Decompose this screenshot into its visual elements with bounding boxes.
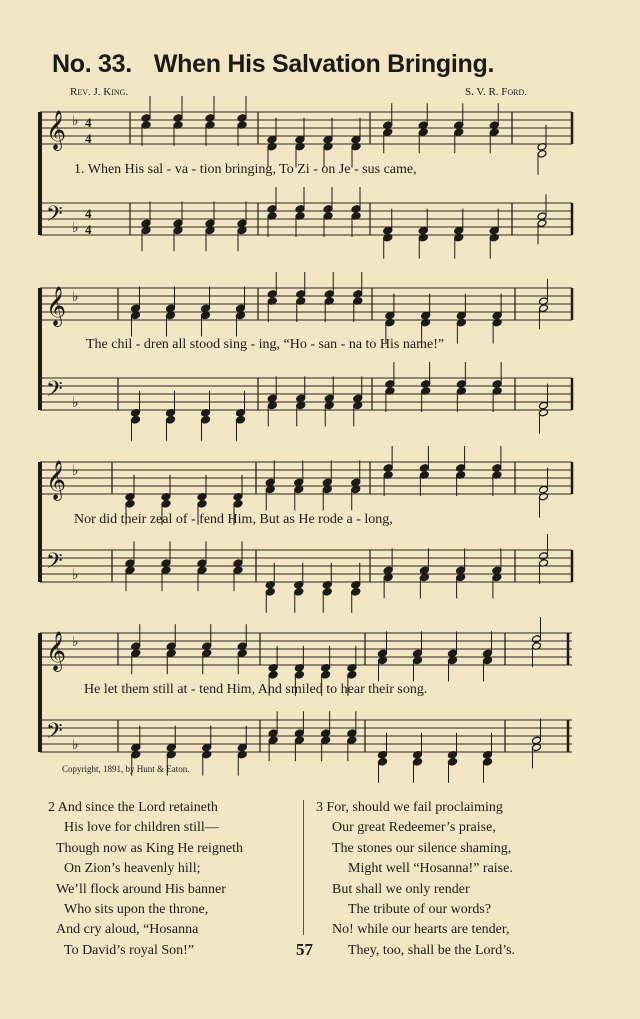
flat-sign-icon: ♭ [72, 737, 79, 753]
note-head [418, 226, 428, 235]
note-head [265, 588, 275, 597]
note-head [131, 304, 141, 313]
note-head [539, 401, 549, 410]
note-head [237, 219, 247, 228]
verse-2-line: We’ll flock around His banner [56, 881, 226, 897]
note-head [383, 128, 393, 137]
note-head [267, 394, 277, 403]
note-head [323, 205, 333, 214]
verse-2-line: Though now as King He reigneth [56, 840, 244, 856]
note-head [131, 416, 141, 425]
flat-sign-icon: ♭ [72, 634, 79, 650]
system-bracket [38, 462, 42, 582]
note-head [351, 135, 361, 144]
time-signature: 4 [85, 115, 92, 130]
copyright-notice: Copyright, 1891, by Hunt & Eaton. [62, 764, 190, 774]
note-head [237, 743, 247, 752]
flat-sign-icon: ♭ [72, 289, 79, 305]
verse-divider [303, 800, 304, 935]
note-head [141, 219, 151, 228]
system-bracket [38, 112, 42, 235]
note-head [413, 758, 423, 767]
verse-2-line: 2 And since the Lord retaineth [48, 800, 218, 815]
note-head [347, 736, 357, 745]
note-head [295, 205, 305, 214]
note-head [202, 649, 212, 658]
note-head [351, 478, 361, 487]
note-head [268, 736, 278, 745]
note-head [418, 128, 428, 137]
verse-3-line: The stones our silence shaming, [332, 840, 512, 856]
note-head [419, 464, 429, 473]
note-head [383, 226, 393, 235]
note-head [421, 311, 431, 320]
treble-clef-icon: 𝄞 [46, 460, 67, 500]
note-head [322, 478, 332, 487]
verse-2-line: And cry aloud, “Hosanna [56, 922, 199, 938]
note-head [492, 311, 502, 320]
time-signature: 4 [85, 206, 92, 221]
note-head [489, 226, 499, 235]
flat-sign-icon: ♭ [72, 113, 79, 129]
note-head [173, 114, 183, 123]
note-head [237, 114, 247, 123]
note-head [233, 500, 243, 509]
lyric-line-1: 1. When His sal - va - tion bringing, To Zi - on Je - sus came, [74, 162, 417, 177]
note-head [489, 128, 499, 137]
treble-clef-icon: 𝄞 [46, 631, 67, 671]
note-head [236, 304, 246, 313]
verse-3-line: 3 For, should we fail proclaiming [316, 800, 503, 815]
verse-2 [48, 798, 243, 961]
verse-2-line: His love for children still— [64, 820, 219, 836]
note-head [324, 290, 334, 299]
note-head [323, 135, 333, 144]
note-head [233, 566, 243, 575]
note-head [448, 758, 458, 767]
note-head [161, 500, 171, 509]
note-head [131, 649, 141, 658]
lyric-line-4: He let them still at - tend Him, And smiled to hear their song. [84, 682, 428, 697]
lyricist-credit: Rev. J. King. [70, 86, 129, 98]
verse-3-line: The tribute of our words? [348, 902, 492, 918]
note-head [383, 464, 393, 473]
bass-clef-icon: 𝄢 [46, 202, 63, 232]
hymn-title: When His Salvation Bringing. [153, 50, 495, 78]
flat-sign-icon: ♭ [72, 220, 79, 236]
note-head [236, 416, 246, 425]
verse-3-line: Our great Redeemer’s praise, [332, 820, 496, 836]
note-head [456, 380, 466, 389]
note-head [351, 205, 361, 214]
note-head [353, 394, 363, 403]
page-number: 57 [296, 940, 313, 959]
note-head [385, 380, 395, 389]
flat-sign-icon: ♭ [72, 395, 79, 411]
verse-3 [316, 798, 515, 961]
note-head [483, 649, 493, 658]
note-head [454, 128, 464, 137]
note-head [202, 743, 212, 752]
note-head [201, 416, 211, 425]
treble-clef-icon: 𝄞 [46, 110, 67, 150]
note-head [532, 635, 542, 644]
note-head [351, 588, 361, 597]
bass-clef-icon: 𝄢 [46, 719, 63, 749]
note-head [268, 671, 278, 680]
note-head [197, 500, 207, 509]
verse-3-line: Might well “Hosanna!” raise. [348, 861, 513, 877]
composer-credit: S. V. R. Ford. [465, 86, 528, 98]
note-head [456, 464, 466, 473]
note-head [324, 394, 334, 403]
note-head [166, 416, 176, 425]
note-head [539, 485, 549, 494]
note-head [294, 736, 304, 745]
note-head [173, 219, 183, 228]
note-head [141, 114, 151, 123]
verse-3-line: They, too, shall be the Lord’s. [348, 942, 516, 958]
note-head [383, 566, 393, 575]
time-signature: 4 [85, 222, 92, 237]
note-head [413, 649, 423, 658]
note-head [197, 566, 207, 575]
note-head [448, 649, 458, 658]
time-signature: 4 [85, 131, 92, 146]
note-head [267, 205, 277, 214]
note-head [483, 758, 493, 767]
note-head [166, 304, 176, 313]
note-head [296, 394, 306, 403]
note-head [131, 743, 141, 752]
note-head [296, 290, 306, 299]
verse-3-line: But shall we only render [332, 881, 470, 897]
note-head [294, 588, 304, 597]
verse-3-line: No! while our hearts are tender, [332, 922, 510, 938]
system-bracket [38, 288, 42, 410]
note-head [201, 304, 211, 313]
bass-clef-icon: 𝄢 [46, 549, 63, 579]
note-head [267, 135, 277, 144]
note-head [294, 671, 304, 680]
note-head [378, 758, 388, 767]
bass-clef-icon: 𝄢 [46, 377, 63, 407]
note-head [492, 380, 502, 389]
note-head [166, 743, 176, 752]
verse-2-line: To David’s royal Son!” [64, 942, 195, 958]
note-head [321, 671, 331, 680]
note-head [539, 552, 549, 561]
note-head [205, 114, 215, 123]
verse-2-line: On Zion’s heavenly hill; [64, 861, 201, 877]
note-head [539, 304, 549, 313]
note-head [456, 311, 466, 320]
note-head [237, 649, 247, 658]
note-head [353, 290, 363, 299]
flat-sign-icon: ♭ [72, 463, 79, 479]
note-head [378, 649, 388, 658]
flat-sign-icon: ♭ [72, 567, 79, 583]
note-head [125, 566, 135, 575]
treble-clef-icon: 𝄞 [46, 286, 67, 326]
hymn-number: No. 33. [52, 50, 132, 78]
note-head [205, 219, 215, 228]
note-head [421, 380, 431, 389]
note-head [419, 566, 429, 575]
note-head [537, 219, 547, 228]
verse-2-line: Who sits upon the throne, [64, 902, 209, 918]
note-head [125, 500, 135, 509]
note-head [166, 649, 176, 658]
note-head [322, 588, 332, 597]
note-head [295, 135, 305, 144]
note-head [537, 150, 547, 159]
lyric-line-2: The chil - dren all stood sing - ing, “Ho - san - na to His name!” [86, 337, 445, 352]
note-head [492, 464, 502, 473]
lyric-line-3: Nor did their zeal of - fend Him, But as He rode a - long, [74, 512, 393, 527]
note-head [492, 566, 502, 575]
system-bracket [38, 633, 42, 752]
note-head [294, 478, 304, 487]
note-head [454, 226, 464, 235]
note-head [456, 566, 466, 575]
note-head [161, 566, 171, 575]
note-head [532, 736, 542, 745]
note-head [321, 736, 331, 745]
note-head [347, 671, 357, 680]
note-head [265, 478, 275, 487]
note-head [267, 290, 277, 299]
note-head [385, 311, 395, 320]
